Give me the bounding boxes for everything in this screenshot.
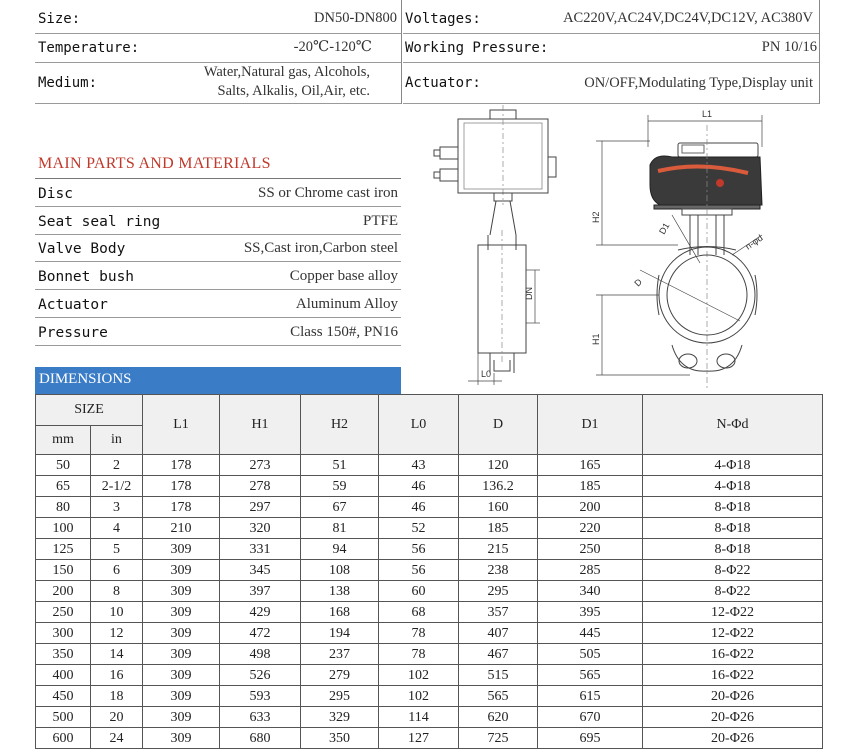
- cell-d: 120: [459, 455, 538, 476]
- size-label: Size:: [38, 11, 81, 27]
- cell-l1: 309: [143, 665, 220, 686]
- material-value: SS,Cast iron,Carbon steel: [243, 240, 398, 256]
- working-pressure-label: Working Pressure:: [405, 40, 549, 56]
- cell-l0: 78: [379, 623, 459, 644]
- cell-l0: 43: [379, 455, 459, 476]
- table-row: [36, 686, 823, 707]
- d-label: D: [632, 276, 645, 289]
- cell-h1: 472: [220, 623, 301, 644]
- h1-label: H1: [591, 333, 601, 345]
- cell-size-in: 8: [91, 581, 143, 602]
- header-d: D: [459, 395, 538, 455]
- cell-n-phi-d: 8-Φ22: [643, 581, 823, 602]
- cell-h2: 138: [301, 581, 379, 602]
- cell-size-mm: 125: [36, 539, 91, 560]
- header-size: SIZE: [36, 395, 143, 426]
- cell-size-mm: 80: [36, 497, 91, 518]
- size-value: DN50-DN800: [314, 10, 397, 26]
- cell-n-phi-d: 20-Φ26: [643, 707, 823, 728]
- cell-n-phi-d: 16-Φ22: [643, 665, 823, 686]
- cell-d1: 285: [538, 560, 643, 581]
- cell-l0: 102: [379, 665, 459, 686]
- cell-h1: 498: [220, 644, 301, 665]
- cell-d1: 505: [538, 644, 643, 665]
- front-view-drawing: [596, 115, 765, 390]
- cell-d: 467: [459, 644, 538, 665]
- cell-size-mm: 150: [36, 560, 91, 581]
- cell-l0: 52: [379, 518, 459, 539]
- cell-size-in: 24: [91, 728, 143, 749]
- cell-size-mm: 100: [36, 518, 91, 539]
- header-h2: H2: [301, 395, 379, 455]
- d1-label: D1: [657, 221, 672, 236]
- cell-h2: 81: [301, 518, 379, 539]
- divider: [35, 62, 401, 63]
- cell-n-phi-d: 8-Φ18: [643, 518, 823, 539]
- l1-label: L1: [702, 109, 713, 119]
- material-part: Bonnet bush: [38, 269, 135, 285]
- divider: [35, 103, 401, 104]
- material-part: Actuator: [38, 297, 108, 313]
- cell-l1: 309: [143, 623, 220, 644]
- cell-h2: 67: [301, 497, 379, 518]
- header-l1: L1: [143, 395, 220, 455]
- cell-size-mm: 600: [36, 728, 91, 749]
- divider: [35, 206, 401, 207]
- dimensions-body: [36, 455, 823, 749]
- cell-h2: 329: [301, 707, 379, 728]
- cell-h1: 273: [220, 455, 301, 476]
- cell-d1: 340: [538, 581, 643, 602]
- table-row: [36, 476, 823, 497]
- cell-h2: 59: [301, 476, 379, 497]
- divider: [35, 289, 401, 290]
- divider: [403, 33, 820, 34]
- cell-l0: 46: [379, 497, 459, 518]
- material-part: Disc: [38, 186, 73, 202]
- cell-d1: 200: [538, 497, 643, 518]
- divider: [35, 33, 401, 34]
- header-nd: N-Φd: [643, 395, 823, 455]
- table-row: [36, 644, 823, 665]
- cell-size-mm: 300: [36, 623, 91, 644]
- cell-l1: 309: [143, 602, 220, 623]
- table-row: [36, 560, 823, 581]
- actuator-value: ON/OFF,Modulating Type,Display unit: [584, 75, 813, 91]
- table-row: [36, 581, 823, 602]
- cell-h2: 237: [301, 644, 379, 665]
- divider: [35, 317, 401, 318]
- cell-size-mm: 65: [36, 476, 91, 497]
- nd-label: n-φd: [743, 232, 765, 252]
- cell-d: 136.2: [459, 476, 538, 497]
- valve-technical-drawing: [410, 105, 830, 390]
- cell-n-phi-d: 4-Φ18: [643, 476, 823, 497]
- cell-d1: 565: [538, 665, 643, 686]
- cell-d: 620: [459, 707, 538, 728]
- cell-l1: 309: [143, 686, 220, 707]
- cell-n-phi-d: 20-Φ26: [643, 686, 823, 707]
- cell-d: 238: [459, 560, 538, 581]
- header-h1: H1: [220, 395, 301, 455]
- table-row: [36, 707, 823, 728]
- cell-d1: 395: [538, 602, 643, 623]
- cell-n-phi-d: 16-Φ22: [643, 644, 823, 665]
- cell-l0: 68: [379, 602, 459, 623]
- cell-d1: 615: [538, 686, 643, 707]
- cell-l0: 56: [379, 539, 459, 560]
- cell-h2: 51: [301, 455, 379, 476]
- cell-size-in: 12: [91, 623, 143, 644]
- temperature-label: Temperature:: [38, 40, 140, 56]
- cell-h2: 350: [301, 728, 379, 749]
- cell-d1: 185: [538, 476, 643, 497]
- cell-l0: 60: [379, 581, 459, 602]
- column-divider: [401, 0, 402, 104]
- cell-l1: 309: [143, 539, 220, 560]
- cell-l1: 309: [143, 644, 220, 665]
- divider: [35, 178, 401, 179]
- dimensions-title: DIMENSIONS: [39, 371, 132, 387]
- cell-d: 725: [459, 728, 538, 749]
- dn-label: DN: [524, 287, 534, 300]
- cell-size-in: 14: [91, 644, 143, 665]
- cell-l1: 309: [143, 728, 220, 749]
- material-value: SS or Chrome cast iron: [258, 185, 398, 201]
- cell-size-in: 2-1/2: [91, 476, 143, 497]
- cell-size-mm: 350: [36, 644, 91, 665]
- materials-title: MAIN PARTS AND MATERIALS: [38, 155, 271, 172]
- cell-size-in: 2: [91, 455, 143, 476]
- material-value: PTFE: [362, 213, 398, 229]
- cell-size-in: 18: [91, 686, 143, 707]
- material-value: Copper base alloy: [289, 268, 398, 284]
- cell-n-phi-d: 12-Φ22: [643, 602, 823, 623]
- cell-h1: 320: [220, 518, 301, 539]
- table-row: [36, 665, 823, 686]
- cell-l1: 178: [143, 455, 220, 476]
- cell-size-mm: 200: [36, 581, 91, 602]
- cell-d: 565: [459, 686, 538, 707]
- cell-h1: 297: [220, 497, 301, 518]
- cell-l1: 309: [143, 581, 220, 602]
- cell-h1: 278: [220, 476, 301, 497]
- cell-size-mm: 50: [36, 455, 91, 476]
- header-l0: L0: [379, 395, 459, 455]
- cell-h1: 633: [220, 707, 301, 728]
- cell-n-phi-d: 8-Φ18: [643, 497, 823, 518]
- cell-size-in: 10: [91, 602, 143, 623]
- cell-l1: 309: [143, 560, 220, 581]
- material-value: Class 150#, PN16: [290, 324, 398, 340]
- cell-l0: 56: [379, 560, 459, 581]
- dimensions-table: [35, 394, 823, 749]
- cell-n-phi-d: 8-Φ18: [643, 539, 823, 560]
- table-row: [36, 539, 823, 560]
- cell-h2: 108: [301, 560, 379, 581]
- working-pressure-value: PN 10/16: [761, 39, 817, 55]
- table-row: [36, 455, 823, 476]
- cell-l0: 127: [379, 728, 459, 749]
- material-value: Aluminum Alloy: [295, 296, 398, 312]
- cell-d1: 220: [538, 518, 643, 539]
- medium-value-line1: Water,Natural gas, Alcohols,: [203, 64, 370, 80]
- cell-d: 215: [459, 539, 538, 560]
- medium-label: Medium:: [38, 75, 98, 91]
- cell-n-phi-d: 4-Φ18: [643, 455, 823, 476]
- cell-h1: 680: [220, 728, 301, 749]
- cell-l1: 210: [143, 518, 220, 539]
- table-row: [36, 602, 823, 623]
- divider: [403, 103, 820, 104]
- l0-label: L0: [481, 369, 492, 379]
- divider: [403, 62, 820, 63]
- side-view-drawing: [434, 105, 556, 385]
- cell-l0: 114: [379, 707, 459, 728]
- cell-l1: 178: [143, 497, 220, 518]
- cell-h1: 526: [220, 665, 301, 686]
- temperature-value: -20℃-120℃: [293, 39, 372, 55]
- cell-h2: 168: [301, 602, 379, 623]
- cell-size-mm: 500: [36, 707, 91, 728]
- cell-h2: 295: [301, 686, 379, 707]
- h2-label: H2: [591, 211, 601, 223]
- cell-d1: 445: [538, 623, 643, 644]
- cell-n-phi-d: 20-Φ26: [643, 728, 823, 749]
- voltages-value: AC220V,AC24V,DC24V,DC12V, AC380V: [563, 10, 813, 26]
- cell-size-in: 20: [91, 707, 143, 728]
- cell-size-mm: 400: [36, 665, 91, 686]
- column-divider: [819, 0, 820, 104]
- cell-size-mm: 450: [36, 686, 91, 707]
- cell-d: 160: [459, 497, 538, 518]
- cell-h1: 331: [220, 539, 301, 560]
- actuator-body-front: [650, 156, 762, 205]
- table-row: [36, 497, 823, 518]
- cell-l1: 178: [143, 476, 220, 497]
- material-part: Valve Body: [38, 241, 126, 257]
- cell-h2: 194: [301, 623, 379, 644]
- cell-size-in: 3: [91, 497, 143, 518]
- cell-l0: 46: [379, 476, 459, 497]
- cell-d1: 670: [538, 707, 643, 728]
- table-row: [36, 518, 823, 539]
- header-mm: mm: [36, 426, 91, 455]
- table-row: [36, 623, 823, 644]
- cell-h2: 279: [301, 665, 379, 686]
- cell-n-phi-d: 12-Φ22: [643, 623, 823, 644]
- cell-n-phi-d: 8-Φ22: [643, 560, 823, 581]
- table-row: [36, 728, 823, 749]
- medium-value-line2: Salts, Alkalis, Oil,Air, etc.: [217, 83, 370, 99]
- divider: [35, 234, 401, 235]
- cell-d1: 165: [538, 455, 643, 476]
- header-in: in: [91, 426, 143, 455]
- header-d1: D1: [538, 395, 643, 455]
- dimensions-banner: [35, 367, 401, 394]
- cell-size-in: 6: [91, 560, 143, 581]
- cell-d: 407: [459, 623, 538, 644]
- voltages-label: Voltages:: [405, 11, 481, 27]
- material-part: Pressure: [38, 325, 108, 341]
- divider: [35, 261, 401, 262]
- cell-d1: 250: [538, 539, 643, 560]
- cell-d1: 695: [538, 728, 643, 749]
- cell-h1: 593: [220, 686, 301, 707]
- cell-d: 515: [459, 665, 538, 686]
- cell-h2: 94: [301, 539, 379, 560]
- cell-l1: 309: [143, 707, 220, 728]
- cell-d: 357: [459, 602, 538, 623]
- cell-d: 295: [459, 581, 538, 602]
- cell-l0: 78: [379, 644, 459, 665]
- divider: [35, 345, 401, 346]
- cell-h1: 429: [220, 602, 301, 623]
- cell-size-in: 4: [91, 518, 143, 539]
- cell-size-in: 16: [91, 665, 143, 686]
- cell-size-mm: 250: [36, 602, 91, 623]
- cell-h1: 345: [220, 560, 301, 581]
- cell-l0: 102: [379, 686, 459, 707]
- material-part: Seat seal ring: [38, 214, 161, 230]
- cell-size-in: 5: [91, 539, 143, 560]
- actuator-label: Actuator:: [405, 75, 481, 91]
- cell-h1: 397: [220, 581, 301, 602]
- cell-d: 185: [459, 518, 538, 539]
